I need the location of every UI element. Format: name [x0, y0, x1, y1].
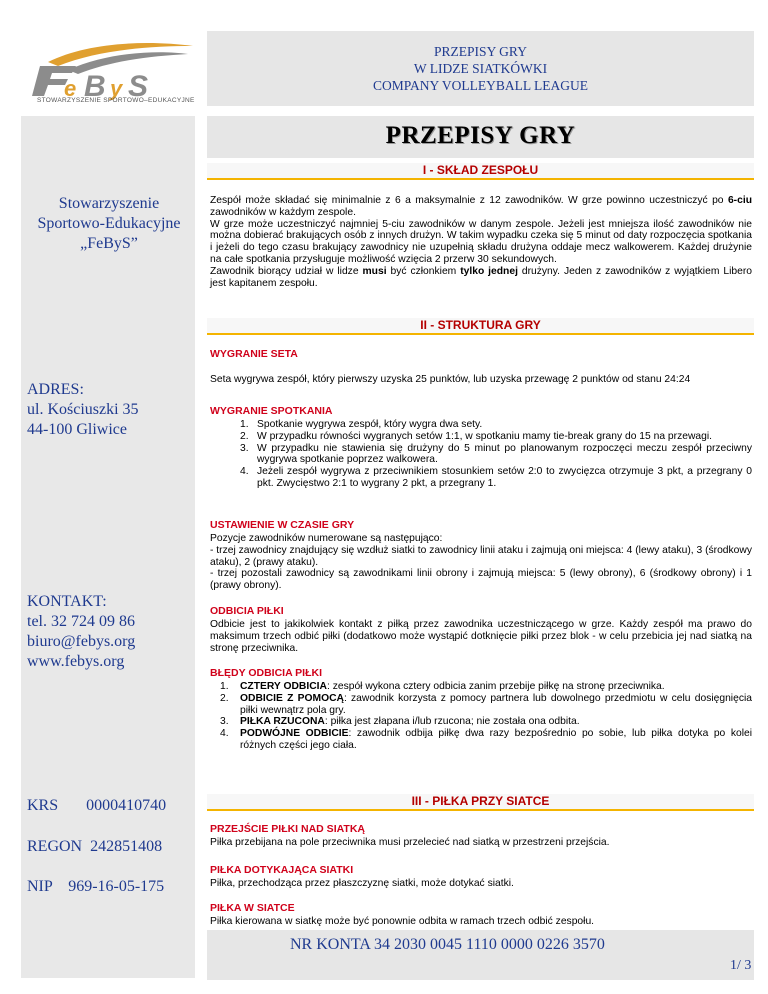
febys-logo-graphic [28, 40, 198, 100]
logo-subtitle: STOWARZYSZENIE SPORTOWO–EDUKACYJNE [37, 97, 195, 104]
list-item: 4. Jeżeli zespół wygrywa z przeciwnikiem stosunkiem setów 2:0 to zwycięzca otrzymuje 3 pkt, a przegrany 0 pkt. Zwycięstwo 2:1 to wygrany 2 pkt, a przegrany 1. [240, 466, 752, 489]
subheading-positions: USTAWIENIE W CZASIE GRY [210, 519, 355, 531]
subheading-ball-touching-net: PIŁKA DOTYKAJĄCA SIATKI [210, 864, 354, 876]
section-1-paragraph-3: Zawodnik biorący udział w lidze musi być członkiem tylko jednej drużyny. Jeden z zawodników z wyjątkiem Libero jest kapitanem zespołu. [210, 265, 752, 289]
page-title: PRZEPISY GRY [385, 122, 576, 149]
org-line-2: Sportowo-Edukacyjne [37, 215, 181, 232]
subheading-match-win: WYGRANIE SPOTKANIA [210, 405, 333, 417]
set-win-text: Seta wygrywa zespół, który pierwszy uzyska 25 punktów, lub uzyska przewagę 2 punktów od stanu 24:24 [210, 374, 691, 385]
contact-phone: tel. 32 724 09 86 [27, 613, 135, 630]
section-3-heading: III - PIŁKA PRZY SIATCE [207, 794, 754, 811]
section-1-text [210, 195, 752, 289]
page-number: 1/ 3 [730, 958, 752, 973]
nip-number: NIP 969-16-05-175 [27, 878, 165, 895]
positions-line-2: - trzej zawodnicy znajdujący się wzdłuż siatki to zawodnicy linii ataku i zajmują oni miejsca: 4 (lewy ataku), 3 (środkowy ataku), 2 (prawy ataku). [210, 544, 752, 568]
contact-www[interactable]: www.febys.org [27, 653, 125, 670]
list-item: 2. ODBICIE Z POMOCĄ: zawodnik korzysta z pomocy partnera lub dowolnego przedmiotu w celu dosięgnięcia piłki wewnątrz pola gry. [220, 692, 752, 716]
ball-over-net-text: Piłka przebijana na pole przeciwnika musi przelecieć nad siatką w przestrzeni przejścia. [210, 837, 610, 848]
subheading-contact-faults: BŁĘDY ODBICIA PIŁKI [210, 667, 323, 679]
list-item: 3. PIŁKA RZUCONA: piłka jest złapana i/lub rzucona; nie została ona odbita. [220, 716, 580, 728]
svg-text:e: e [64, 76, 77, 100]
contact-block [27, 592, 135, 672]
title-box [207, 116, 754, 158]
svg-text:y: y [110, 76, 123, 100]
organization-name [27, 194, 191, 254]
subheading-ball-in-net: PIŁKA W SIATCE [210, 902, 295, 914]
list-item: 1. CZTERY ODBICIA: zespół wykona cztery odbicia zanim przebije piłkę na stronę przeciwnika. [220, 681, 665, 692]
subheading-ball-over-net: PRZEJŚCIE PIŁKI NAD SIATKĄ [210, 823, 365, 835]
contact-faults-list [220, 681, 752, 752]
org-line-1: Stowarzyszenie [58, 195, 160, 212]
section-2-heading: II - STRUKTURA GRY [207, 318, 754, 335]
contact-email[interactable]: biuro@febys.org [27, 633, 136, 650]
list-item: 2. W przypadku równości wygranych setów 1:1, w spotkaniu mamy tie-break grany do 15 na przewagi. [240, 430, 712, 442]
ball-in-net-text: Piłka kierowana w siatkę może być ponownie odbita w ramach trzech odbić zespołu. [210, 916, 595, 927]
section-1-paragraph-1: Zespół może składać się minimalnie z 6 a maksymalnie z 12 zawodników. W grze powinno uczestniczyć po 6-ciu zawodników w każdym zespole. [210, 195, 752, 218]
svg-text:B: B [84, 70, 106, 100]
svg-text:S: S [128, 70, 149, 100]
subheading-set-win: WYGRANIE SETA [210, 348, 298, 360]
header-line-2: W LIDZE SIATKÓWKI [413, 61, 548, 76]
section-1-paragraph-2: W grze może uczestniczyć najmniej 5-ciu zawodników w danym zespole. Jeżeli jest mniejsza ilość zawodników nie można dobierać brakujących osób z innych drużyn. W takim wypadku czeka się 5 minut od daty rozpoczęcia spotkania i jeżeli do tego czasu brakujący zawodnicy nie uzupełnią składu drużyna oddaje mecz walkowerem. Każdej drużynie na całe spotkania przysługuje możliwość wzięcia 2 przerw 30 sekundowych. [210, 218, 752, 265]
ball-touching-net-text: Piłka, przechodząca przez płaszczyznę siatki, może dotykać siatki. [210, 878, 514, 889]
subheading-ball-contact: ODBICIA PIŁKI [210, 605, 284, 617]
positions-text [210, 533, 752, 592]
regon-number: REGON 242851408 [27, 838, 163, 855]
match-win-list [210, 419, 752, 490]
document-header [207, 31, 754, 106]
list-item: 4. PODWÓJNE ODBICIE: zawodnik odbija piłkę dwa razy bezpośrednio po sobie, lub piłka dotyka po kolei różnych części jego ciała. [220, 728, 753, 751]
address-block [27, 380, 139, 440]
contact-label: KONTAKT: [27, 593, 107, 610]
org-line-3: „FeByS” [80, 235, 138, 252]
ball-contact-text: Odbicie jest to jakikolwiek kontakt z piłką przez zawodnika uczestniczącego w grze. Każdy zespół ma prawo do maksimum trzech odbić piłki (dodatkowo może wystąpić dotknięcie piłki przez blok - w celu przebicia jej nad siatką na stronę przeciwnika. [210, 619, 752, 654]
address-city: 44-100 Gliwice [27, 421, 127, 438]
positions-line-1: Pozycje zawodników numerowane są następująco: [210, 533, 443, 544]
list-item: 1. Spotkanie wygrywa zespół, który wygra dwa sety. [240, 419, 483, 430]
list-item: 3. W przypadku nie stawienia się drużyny do 5 minut po planowanym rozpoczęci meczu zespół przeciwny wygrywa spotkanie poprzez walkowera. [240, 442, 752, 466]
header-line-3: COMPANY VOLLEYBALL LEAGUE [373, 78, 588, 93]
address-street: ul. Kościuszki 35 [27, 401, 139, 418]
krs-number: KRS 0000410740 [27, 797, 167, 814]
header-line-1: PRZEPISY GRY [434, 44, 527, 59]
positions-line-3: - trzej pozostali zawodnicy są zawodnikami linii obrony i zajmują miejsca: 5 (lewy obrony), 6 (środkowy obrony) i 1 (prawy obrony). [210, 568, 752, 592]
section-1-heading: I - SKŁAD ZESPOŁU [207, 163, 754, 180]
address-label: ADRES: [27, 381, 84, 398]
bank-account: NR KONTA 34 2030 0045 1110 0000 0226 3570 [290, 936, 605, 953]
